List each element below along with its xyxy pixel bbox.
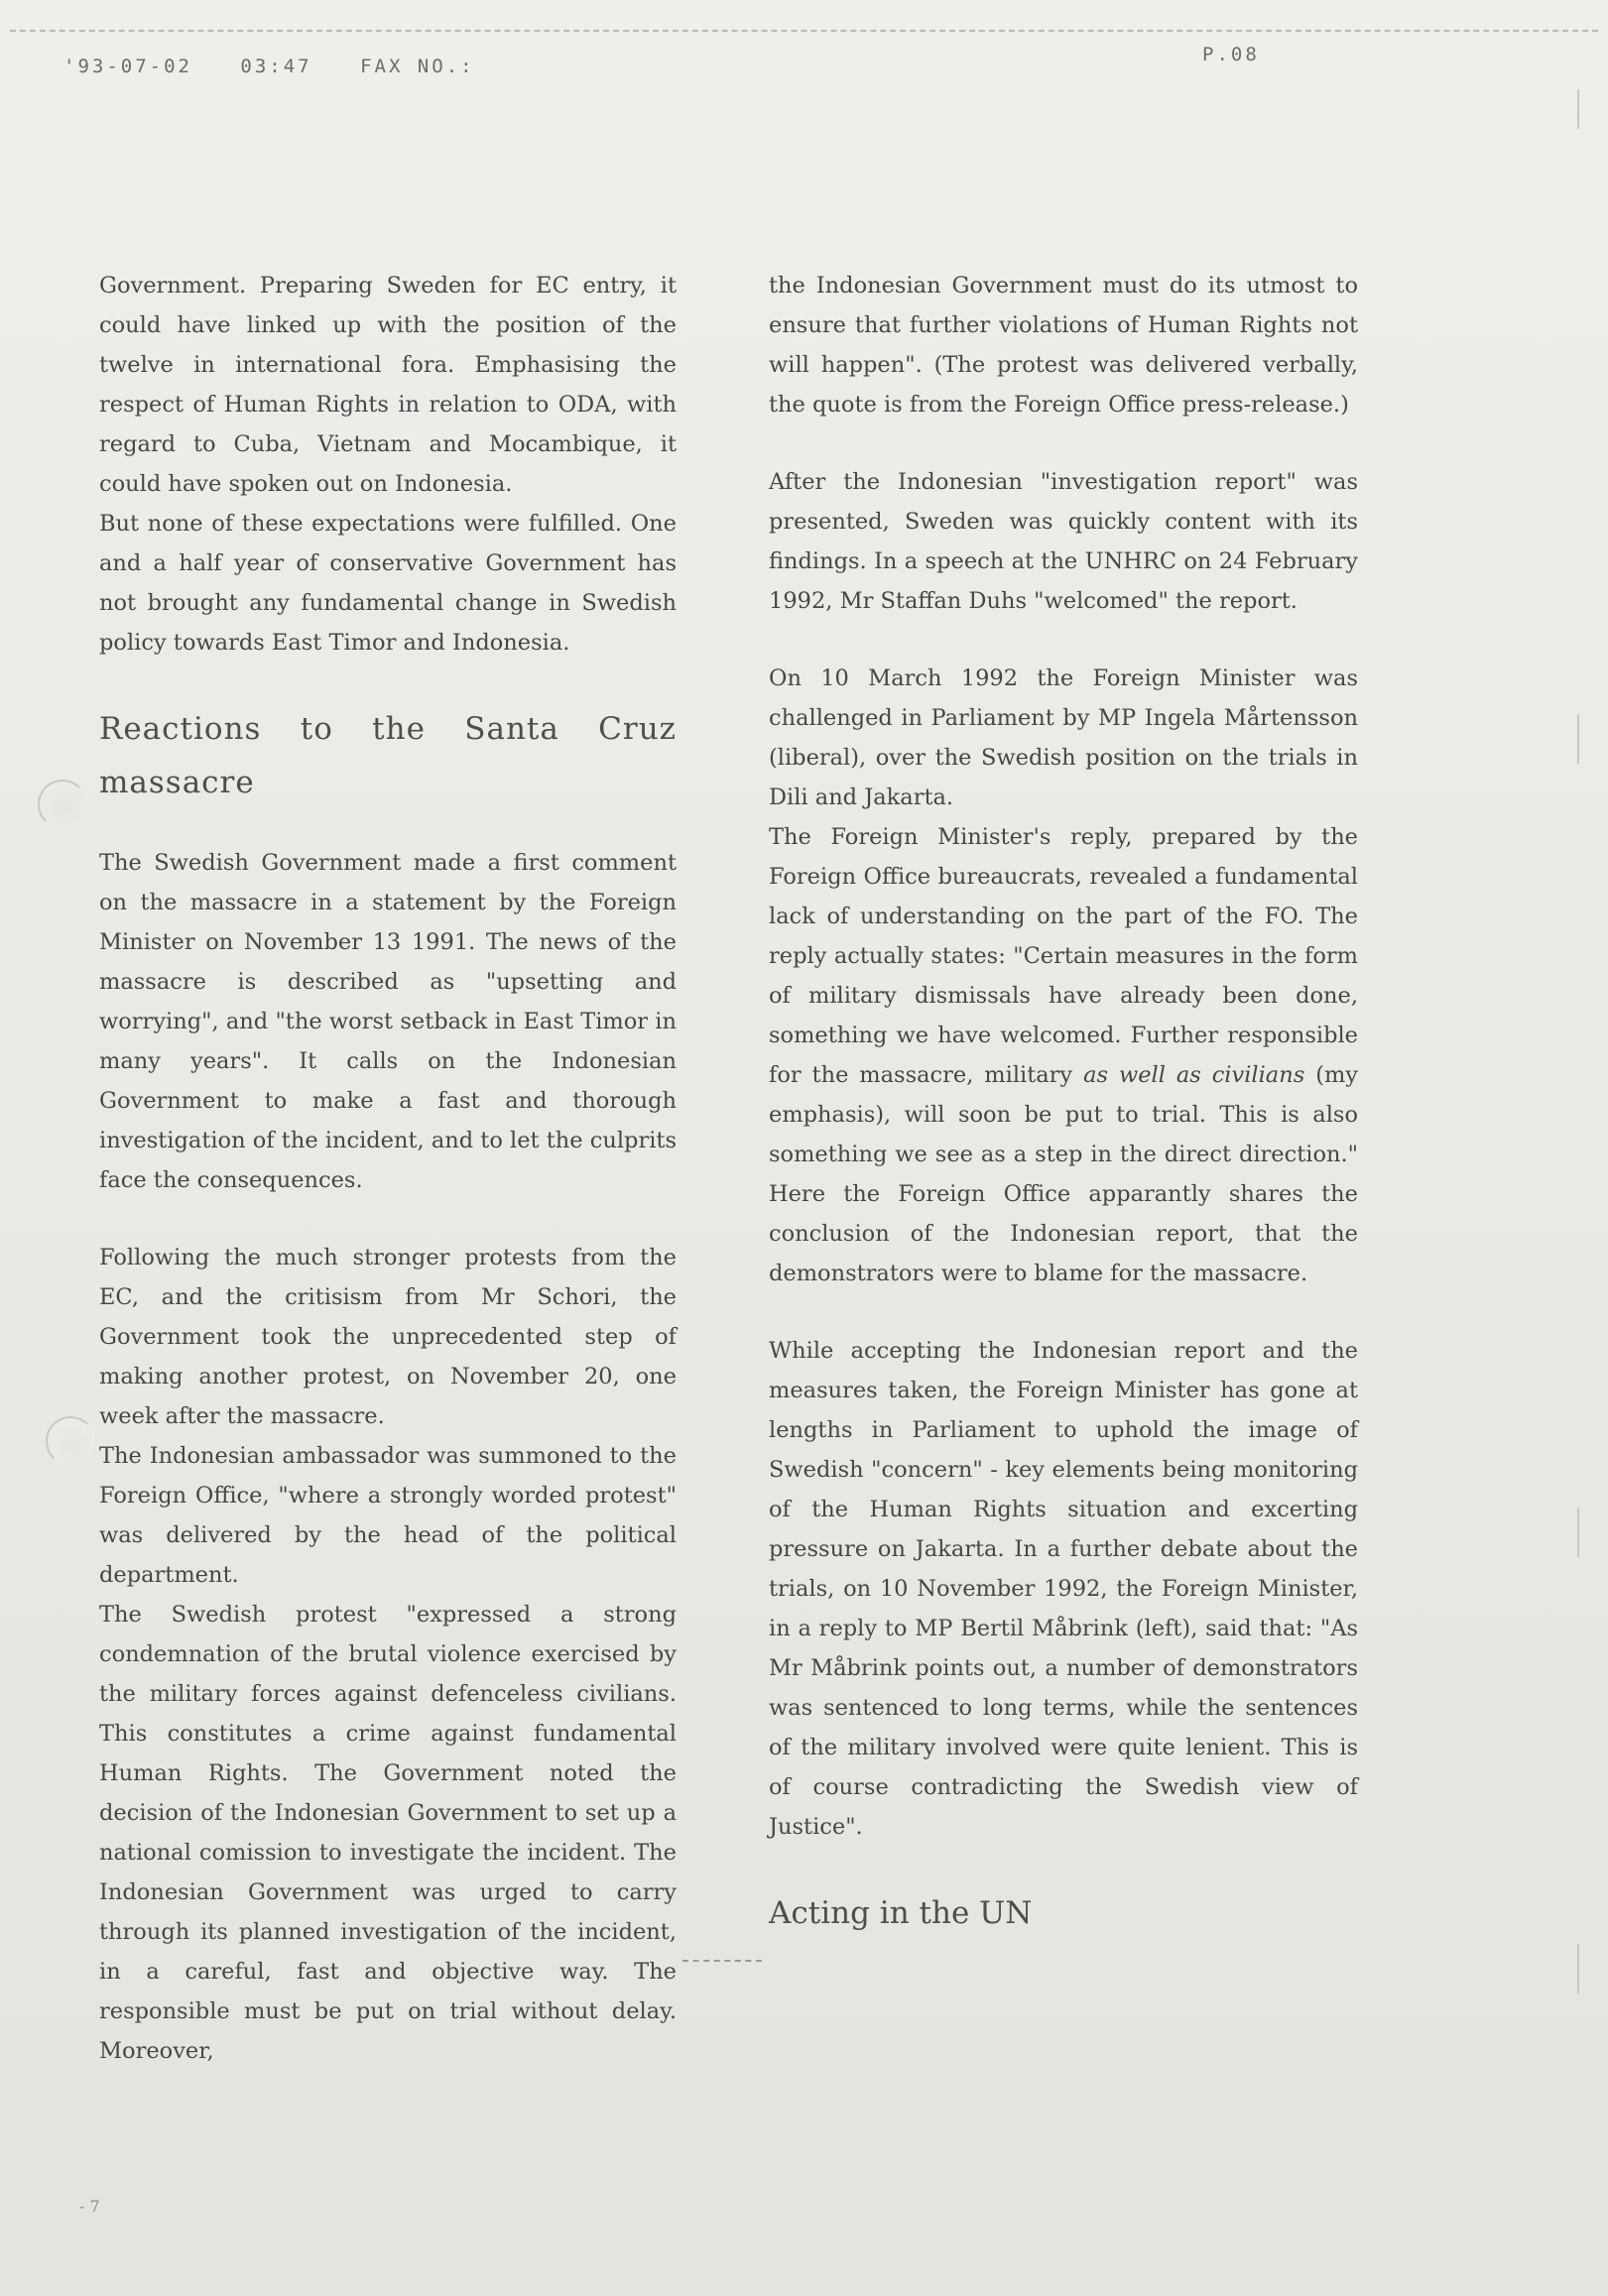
punch-hole-mark (46, 1416, 95, 1466)
footer-mark: - 7 (79, 2197, 100, 2216)
emphasis-text: as well as civilians (1083, 1062, 1305, 1088)
scan-edge-mark (1577, 714, 1579, 764)
page-number: P.08 (1202, 44, 1260, 65)
paragraph: The Swedish protest "expressed a strong condemnation of the brutal violence exercised by the military forces against defenceless civilians. This constitutes a crime against fundamental Human Rights. The Government noted the decision of the Indonesian Government to set up a national comission to investigate the incident. The Indonesian Government was urged to carry through its planned investigation of the incident, in a careful, fast and objective way. The responsible must be put on trial without delay. Moreover, (99, 1602, 677, 2064)
reply-text-before: The Foreign Minister's reply, prepared by the Foreign Office bureaucrats, revealed a fundamental lack of understanding on the part of the FO. The reply actually states: "Certain measures in the form of military dismissals have already been done, something we have welcomed. Further responsible for the massacre, military (769, 824, 1358, 1088)
fax-date: '93-07-02 (63, 56, 192, 77)
scan-edge-mark (1577, 89, 1579, 129)
section-heading-santa-cruz: Reactions to the Santa Cruz massacre (99, 711, 677, 800)
paragraph: But none of these expectations were fulfilled. One and a half year of conservative Government has not brought any fundamental change in Swedish policy towards East Timor and Indonesia. (99, 511, 677, 656)
paragraph-foreign-minister-reply (769, 817, 1358, 1293)
scan-edge-mark (1577, 1944, 1579, 1994)
section-heading-acting-in-un: Acting in the UN (769, 1895, 1033, 1931)
left-column (99, 266, 677, 2071)
paragraph: While accepting the Indonesian report and the measures taken, the Foreign Minister has gone at lengths in Parliament to uphold the image of Swedish "concern" - key elements being monitoring of the Human Rights situation and excerting pressure on Jakarta. In a further debate about the trials, on 10 November 1992, the Foreign Minister, in a reply to MP Bertil Måbrink (left), said that: "As Mr Måbrink points out, a number of demonstrators was sentenced to long terms, while the sentences of the military involved were quite lenient. This is of course contradicting the Swedish view of Justice". (769, 1338, 1358, 1840)
top-dashed-rule (10, 30, 1598, 32)
scan-dash-artifact (682, 1960, 762, 1962)
paragraph: the Indonesian Government must do its utmost to ensure that further violations of Human Rights not will happen". (The protest was delivered verbally, the quote is from the Foreign Office press-release.) (769, 273, 1358, 418)
fax-number-label: FAX NO.: (360, 56, 475, 77)
fax-time: 03:47 (240, 56, 312, 77)
paragraph: Following the much stronger protests from the EC, and the critisism from Mr Schori, the Government took the unprecedented step of making another protest, on November 20, one week after the massacre. (99, 1245, 677, 1429)
paragraph: On 10 March 1992 the Foreign Minister was challenged in Parliament by MP Ingela Mårtensson (liberal), over the Swedish position on the trials in Dili and Jakarta. (769, 665, 1358, 810)
paragraph: Government. Preparing Sweden for EC entry, it could have linked up with the position of the twelve in international fora. Emphasising the respect of Human Rights in relation to ODA, with regard to Cuba, Vietnam and Mocambique, it could have spoken out on Indonesia. (99, 273, 677, 497)
fax-header (63, 56, 509, 77)
paragraph: After the Indonesian "investigation report" was presented, Sweden was quickly content with its findings. In a speech at the UNHRC on 24 February 1992, Mr Staffan Duhs "welcomed" the report. (769, 469, 1358, 614)
scan-edge-mark (1577, 1508, 1579, 1557)
right-column (769, 266, 1358, 1940)
reply-text-after: (my emphasis), will soon be put to trial. This is also something we see as a step in the direct direction." Here the Foreign Office apparantly shares the conclusion of the Indonesian report, that the demonstrators were to blame for the massacre. (769, 1062, 1359, 1286)
punch-hole-mark (38, 780, 87, 829)
paragraph: The Swedish Government made a first comment on the massacre in a statement by the Foreign Minister on November 13 1991. The news of the massacre is described as "upsetting and worrying", and "the worst setback in East Timor in many years". It calls on the Indonesian Government to make a fast and thorough investigation of the incident, and to let the culprits face the consequences. (99, 850, 677, 1193)
paragraph: The Indonesian ambassador was summoned to the Foreign Office, "where a strongly worded protest" was delivered by the head of the political department. (99, 1443, 677, 1588)
